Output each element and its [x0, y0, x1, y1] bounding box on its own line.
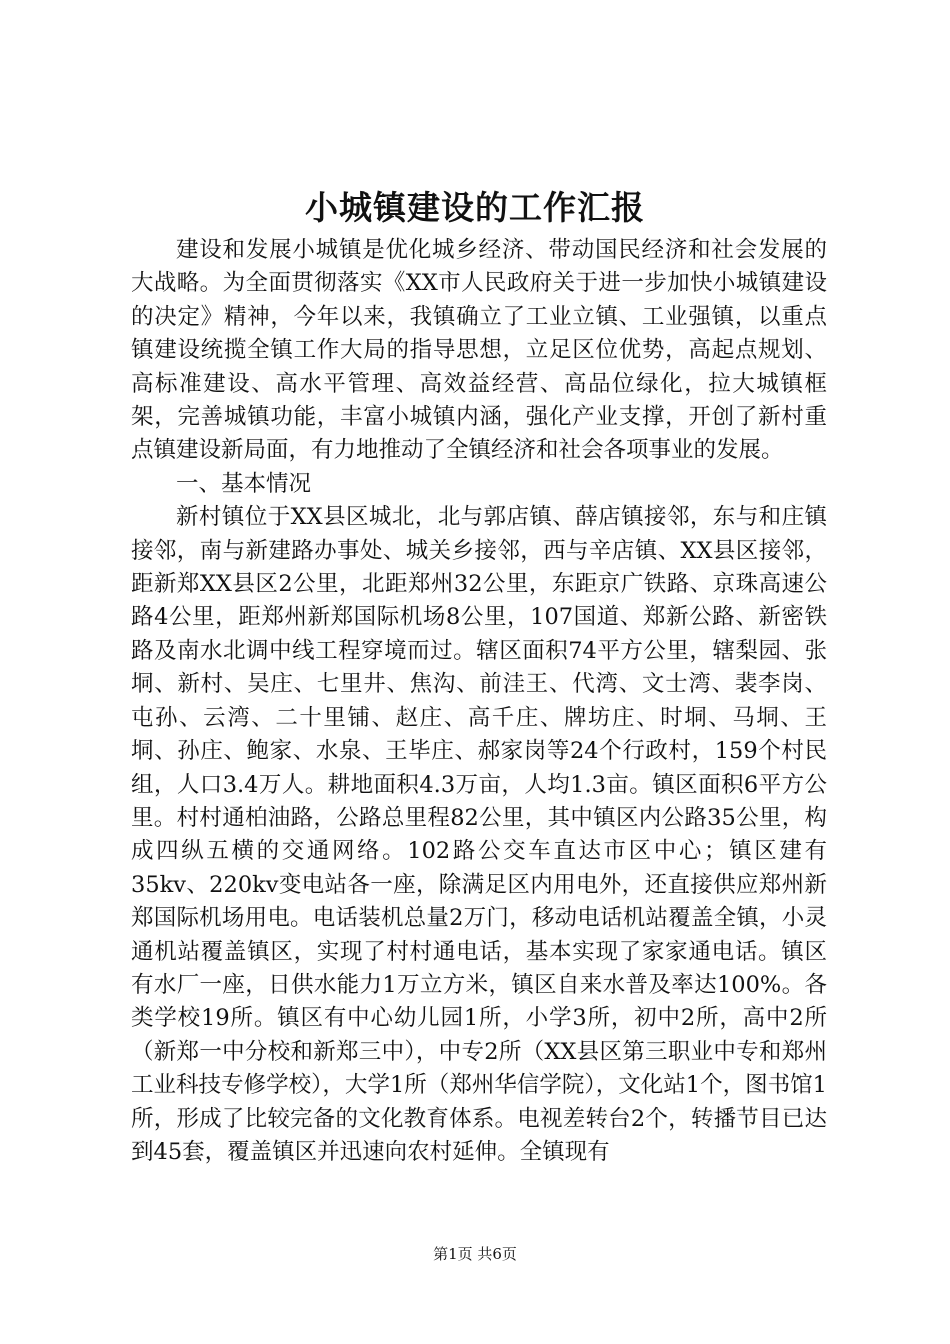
document-body: [131, 234, 827, 1169]
basic-info-paragraph: 新村镇位于XX县区城北，北与郭店镇、薛店镇接邻，东与和庄镇接邻，南与新建路办事处、城关乡接邻，西与辛店镇、XX县区接邻，距新郑XX县区2公里，北距郑州32公里，东距京广铁路、京珠高速公路4公里，距郑州新郑国际机场8公里，107国道、郑新公路、新密铁路及南水北调中线工程穿境而过。辖区面积74平方公里，辖梨园、张垌、新村、吴庄、七里井、焦沟、前洼王、代湾、文士湾、裴李岗、屯孙、云湾、二十里铺、赵庄、高千庄、牌坊庄、时垌、马垌、王垌、孙庄、鲍家、水泉、王毕庄、郝家岗等24个行政村，159个村民组，人口3.4万人。耕地面积4.3万亩，人均1.3亩。镇区面积6平方公里。村村通柏油路，公路总里程82公里，其中镇区内公路35公里，构成四纵五横的交通网络。102路公交车直达市区中心；镇区建有35kv、220kv变电站各一座，除满足区内用电外，还直接供应郑州新郑国际机场用电。电话装机总量2万门，移动电话机站覆盖全镇，小灵通机站覆盖镇区，实现了村村通电话，基本实现了家家通电话。镇区有水厂一座，日供水能力1万立方米，镇区自来水普及率达100%。各类学校19所。镇区有中心幼儿园1所，小学3所，初中2所，高中2所（新郑一中分校和新郑三中），中专2所（XX县区第三职业中专和郑州工业科技专修学校），大学1所（郑州华信学院），文化站1个，图书馆1所，形成了比较完备的文化教育体系。电视差转台2个，转播节目已达到45套，覆盖镇区并迅速向农村延伸。全镇现有: [131, 504, 827, 1165]
section-heading: 一、基本情况: [176, 470, 312, 497]
page-number-footer: 第1页 共6页: [433, 1245, 517, 1263]
document-title: 小城镇建设的工作汇报: [305, 188, 645, 227]
intro-paragraph: 建设和发展小城镇是优化城乡经济、带动国民经济和社会发展的大战略。为全面贯彻落实《XX市人民政府关于进一步加快小城镇建设的决定》精神，今年以来，我镇确立了工业立镇、工业强镇，以重点镇建设统揽全镇工作大局的指导思想，立足区位优势，高起点规划、高标准建设、高水平管理、高效益经营、高品位绿化，拉大城镇框架，完善城镇功能，丰富小城镇内涵，强化产业支撑，开创了新村重点镇建设新局面，有力地推动了全镇经济和社会各项事业的发展。: [131, 237, 827, 464]
